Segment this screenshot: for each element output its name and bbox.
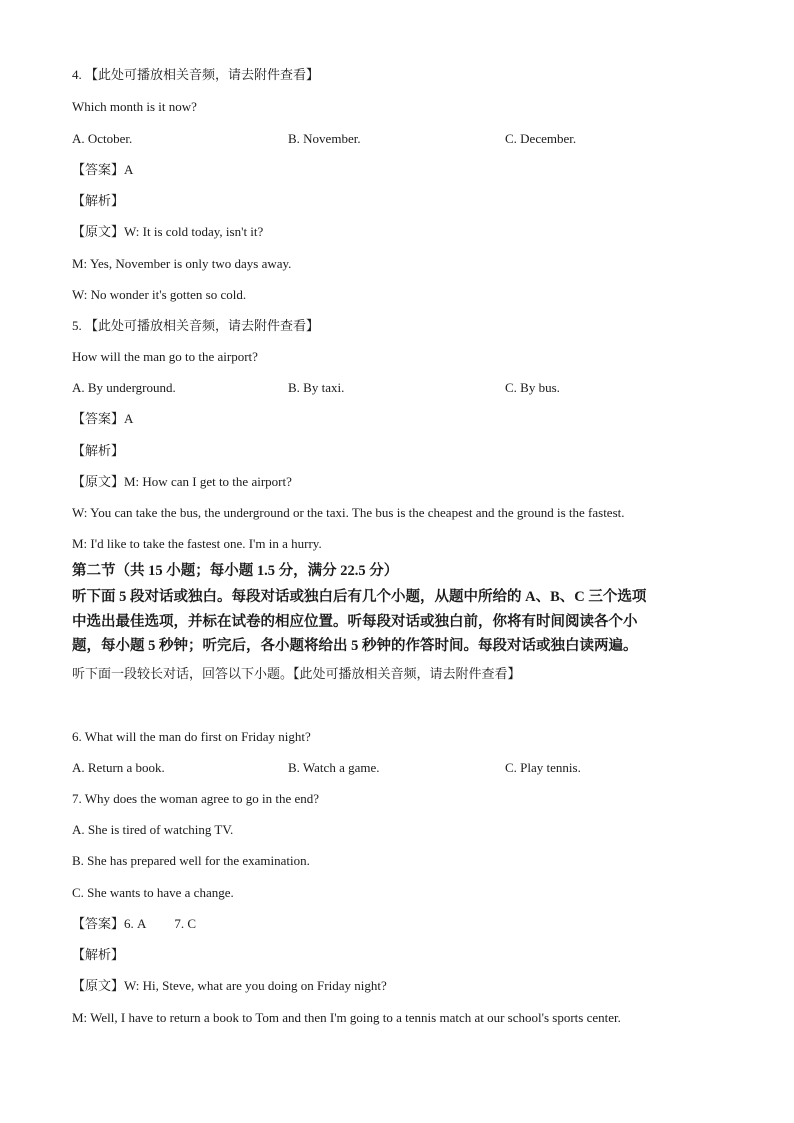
q7-option-c: C. She wants to have a change.	[72, 885, 234, 900]
q4-transcript-line: W: No wonder it's gotten so cold.	[72, 287, 247, 302]
q7-question: 7. Why does the woman agree to go in the end?	[72, 791, 320, 806]
section-intro: 听下面一段较长对话，回答以下小题。【此处可播放相关音频，请去附件查看】	[72, 666, 521, 681]
q67-transcript-line: M: Well, I have to return a book to Tom and then I'm going to a tennis match at our school's sports center.	[72, 1010, 621, 1025]
section-title: 第二节（共 15 小题；每小题 1.5 分，满分 22.5 分）	[72, 563, 399, 579]
q5-analysis: 【解析】	[72, 443, 125, 458]
q4-transcript-line: 【原文】W: It is cold today, isn't it?	[72, 224, 264, 239]
section-instruction-line: 听下面 5 段对话或独白。每段对话或独白后有几个小题，从题中所给的 A、B、C 三个选项	[72, 589, 647, 605]
q6-option-b: B. Watch a game.	[288, 760, 380, 775]
q7-answer: 7. C	[174, 916, 197, 931]
q67-analysis: 【解析】	[72, 947, 125, 962]
q4-header: 4. 【此处可播放相关音频，请去附件查看】	[72, 67, 320, 82]
q6-option-a: A. Return a book.	[72, 760, 165, 775]
q67-answer-label: 【答案】	[72, 916, 125, 931]
section-instruction-line: 题，每小题 5 秒钟；听完后，各小题将给出 5 秒钟的作答时间。每段对话或独白读两遍。	[72, 638, 638, 654]
q67-answer	[72, 916, 196, 932]
q67-transcript-line: 【原文】W: Hi, Steve, what are you doing on Friday night?	[72, 978, 387, 993]
q6-option-c: C. Play tennis.	[505, 760, 581, 775]
q5-answer: 【答案】A	[72, 411, 134, 426]
q5-option-b: B. By taxi.	[288, 380, 345, 395]
q4-option-b: B. November.	[288, 131, 361, 146]
q5-header: 5. 【此处可播放相关音频，请去附件查看】	[72, 318, 320, 333]
q4-transcript-line: M: Yes, November is only two days away.	[72, 256, 292, 271]
q6-answer: 6. A	[124, 916, 147, 931]
q5-transcript-line: 【原文】M: How can I get to the airport?	[72, 474, 292, 489]
q7-option-a: A. She is tired of watching TV.	[72, 822, 234, 837]
q5-question: How will the man go to the airport?	[72, 349, 258, 364]
q7-option-b: B. She has prepared well for the examination.	[72, 853, 310, 868]
q5-transcript-line: W: You can take the bus, the underground or the taxi. The bus is the cheapest and the ground is the fastest.	[72, 505, 625, 520]
q4-option-c: C. December.	[505, 131, 577, 146]
q4-answer: 【答案】A	[72, 162, 134, 177]
section-instruction-line: 中选出最佳选项，并标在试卷的相应位置。听每段对话或独白前，你将有时间阅读各个小	[72, 614, 638, 630]
q6-question: 6. What will the man do first on Friday night?	[72, 729, 311, 744]
q5-option-a: A. By underground.	[72, 380, 176, 395]
q5-option-c: C. By bus.	[505, 380, 560, 395]
q4-option-a: A. October.	[72, 131, 133, 146]
q4-question: Which month is it now?	[72, 99, 197, 114]
q4-analysis: 【解析】	[72, 193, 125, 208]
q5-transcript-line: M: I'd like to take the fastest one. I'm in a hurry.	[72, 536, 322, 551]
